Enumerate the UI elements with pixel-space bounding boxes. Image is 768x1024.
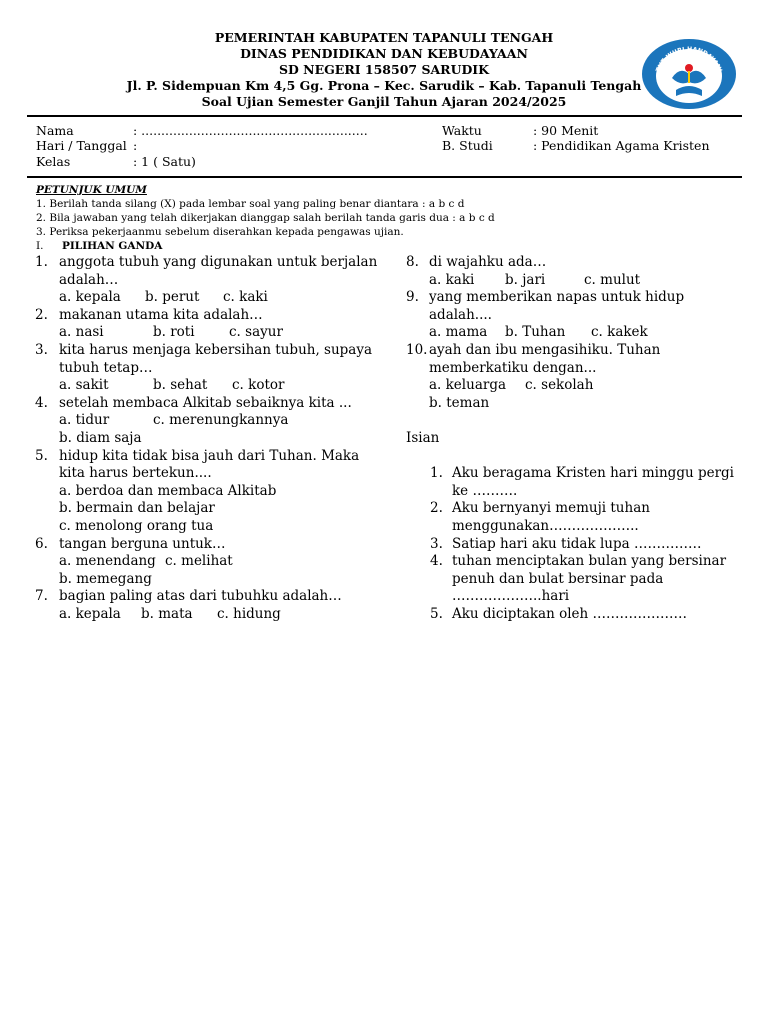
identity-hari-value: : xyxy=(133,138,138,153)
answer-option: a. kepala xyxy=(59,605,121,622)
identity-nama-label: Nama xyxy=(36,123,74,138)
options-row xyxy=(35,606,395,624)
question-text: memberkatiku dengan... xyxy=(429,359,597,376)
answer-option: c. kaki xyxy=(223,289,268,306)
answer-option: c. hidung xyxy=(217,605,281,622)
question-row xyxy=(406,342,736,360)
instruction-item: 3. Periksa pekerjaanmu sebelum diserahkan kepada pengawas ujian. xyxy=(36,226,404,238)
fill-in-number: 3. xyxy=(430,535,443,552)
header-line-department: DINAS PENDIDIKAN DAN KEBUDAYAAN xyxy=(240,46,528,61)
question-row xyxy=(406,289,736,307)
question-row xyxy=(406,254,736,272)
question-row xyxy=(406,360,736,378)
question-text: di wajahku ada… xyxy=(429,254,547,270)
options-row xyxy=(406,395,736,413)
section-title-pilihan-ganda: PILIHAN GANDA xyxy=(62,240,163,252)
answer-option: a. kaki xyxy=(429,271,475,288)
question-text: ayah dan ibu mengasihiku. Tuhan xyxy=(429,341,661,358)
question-number: 8. xyxy=(406,254,419,270)
answer-option: c. sayur xyxy=(229,324,283,341)
question-text: hidup kita tidak bisa jauh dari Tuhan. Maka xyxy=(59,447,360,464)
tut-wuri-handayani-logo xyxy=(640,38,738,110)
fill-in-row xyxy=(406,606,736,624)
answer-option: c. melihat xyxy=(165,553,233,570)
answer-option: b. diam saja xyxy=(59,429,142,446)
question-row xyxy=(35,342,395,360)
fill-in-text: Aku beragama Kristen hari minggu pergi xyxy=(452,465,734,482)
fill-in-number: 4. xyxy=(430,553,443,570)
fill-in-row xyxy=(406,500,736,518)
fill-in-text: menggunakan……………….. xyxy=(452,517,639,534)
fill-in-row xyxy=(406,588,736,606)
question-text: yang memberikan napas untuk hidup xyxy=(429,289,685,306)
question-row xyxy=(35,465,395,483)
fill-in-number: 5. xyxy=(430,605,443,622)
answer-option: b. teman xyxy=(429,394,490,411)
answer-option: c. merenungkannya xyxy=(153,412,289,429)
answer-option: a. berdoa dan membaca Alkitab xyxy=(59,482,277,499)
fill-in-text: Satiap hari aku tidak lupa …………… xyxy=(452,535,702,552)
answer-option: c. mulut xyxy=(584,271,641,288)
question-number: 10. xyxy=(406,341,428,358)
answer-option: a. mama xyxy=(429,324,488,341)
question-text: kita harus menjaga kebersihan tubuh, supaya xyxy=(59,341,373,358)
question-row xyxy=(35,254,395,272)
answer-option: b. sehat xyxy=(153,377,208,394)
question-text: adalah… xyxy=(59,271,119,288)
options-row xyxy=(35,553,395,571)
question-number: 3. xyxy=(35,341,48,358)
answer-option: c. kotor xyxy=(232,377,285,394)
instruction-item: 2. Bila jawaban yang telah dikerjakan dianggap salah berilah tanda garis dua : a b c d xyxy=(36,212,495,224)
answer-option: a. tidur xyxy=(59,412,110,429)
answer-option: a. menendang xyxy=(59,553,156,570)
fill-in-text: ke ………. xyxy=(452,482,518,499)
header-divider-thick xyxy=(27,115,742,117)
identity-waktu-label: Waktu xyxy=(442,123,482,138)
fill-in-text: tuhan menciptakan bulan yang bersinar xyxy=(452,553,727,570)
fill-in-row xyxy=(406,536,736,554)
header-line-government: PEMERINTAH KABUPATEN TAPANULI TENGAH xyxy=(214,30,554,45)
question-number: 7. xyxy=(35,588,48,605)
options-row xyxy=(35,518,395,536)
question-number: 6. xyxy=(35,535,48,552)
identity-divider xyxy=(27,176,742,178)
fill-in-number: 1. xyxy=(430,465,443,482)
answer-option: b. Tuhan xyxy=(505,324,566,341)
section-title-isian: Isian xyxy=(406,429,440,446)
options-row xyxy=(35,500,395,518)
question-text: makanan utama kita adalah… xyxy=(59,306,263,323)
fill-in-row xyxy=(406,518,736,536)
answer-option: b. jari xyxy=(505,271,546,288)
options-row xyxy=(35,289,395,307)
question-text: bagian paling atas dari tubuhku adalah… xyxy=(59,588,342,605)
question-text: tangan berguna untuk… xyxy=(59,535,226,552)
instructions-title: PETUNJUK UMUM xyxy=(36,184,147,196)
header-line-address: Jl. P. Sidempuan Km 4,5 Gg. Prona – Kec. Sarudik – Kab. Tapanuli Tengah xyxy=(126,78,642,93)
logo-motto: TUT WURI HANDAYANI xyxy=(654,45,724,73)
identity-studi-label: B. Studi xyxy=(442,138,493,153)
options-row xyxy=(35,324,395,342)
answer-option: b. roti xyxy=(153,324,195,341)
isian-heading-row xyxy=(406,430,736,448)
fill-in-text: Aku diciptakan oleh ………………… xyxy=(452,605,688,622)
question-row xyxy=(35,588,395,606)
identity-kelas-label: Kelas xyxy=(36,154,71,169)
answer-option: a. kepala xyxy=(59,289,121,306)
options-row xyxy=(406,272,736,290)
identity-hari-label: Hari / Tanggal xyxy=(36,138,127,153)
question-row xyxy=(35,307,395,325)
question-text: tubuh tetap… xyxy=(59,359,153,376)
fill-in-row xyxy=(406,553,736,571)
header-line-exam-title: Soal Ujian Semester Ganjil Tahun Ajaran 2024/2025 xyxy=(201,94,567,109)
question-row xyxy=(35,272,395,290)
question-text: anggota tubuh yang digunakan untuk berjalan xyxy=(59,254,378,270)
answer-option: b. memegang xyxy=(59,570,152,587)
identity-studi-value: : Pendidikan Agama Kristen xyxy=(533,138,710,153)
question-row xyxy=(406,307,736,325)
question-row xyxy=(35,360,395,378)
fill-in-text: Aku bernyanyi memuji tuhan xyxy=(452,500,650,517)
instruction-item: 1. Berilah tanda silang (X) pada lembar soal yang paling benar diantara : a b c d xyxy=(36,198,465,210)
question-number: 2. xyxy=(35,306,48,323)
fill-in-number: 2. xyxy=(430,500,443,517)
question-row xyxy=(35,536,395,554)
answer-option: c. kakek xyxy=(591,324,648,341)
options-row xyxy=(35,430,395,448)
question-number: 1. xyxy=(35,254,48,270)
answer-option: b. mata xyxy=(141,605,193,622)
answer-option: b. perut xyxy=(145,289,200,306)
question-number: 5. xyxy=(35,447,48,464)
spacer-row xyxy=(406,412,736,430)
options-row xyxy=(35,412,395,430)
section-number: I. xyxy=(36,240,44,252)
header-line-school: SD NEGERI 158507 SARUDIK xyxy=(278,62,490,77)
question-number: 4. xyxy=(35,394,48,411)
options-row xyxy=(406,377,736,395)
identity-waktu-value: : 90 Menit xyxy=(533,123,599,138)
questions-left-column xyxy=(35,254,395,623)
answer-option: a. keluarga xyxy=(429,377,507,394)
options-row xyxy=(35,377,395,395)
spacer-row xyxy=(406,448,736,466)
identity-nama-value: : ......................................................... xyxy=(133,123,368,138)
answer-option: c. menolong orang tua xyxy=(59,517,214,534)
fill-in-row xyxy=(406,483,736,501)
question-text: adalah.... xyxy=(429,306,492,323)
answer-option: a. nasi xyxy=(59,324,104,341)
answer-option: b. bermain dan belajar xyxy=(59,500,215,517)
question-number: 9. xyxy=(406,289,419,306)
identity-kelas-value: : 1 ( Satu) xyxy=(133,154,196,169)
question-row xyxy=(35,448,395,466)
options-row xyxy=(406,324,736,342)
questions-right-column xyxy=(406,254,736,623)
question-text: setelah membaca Alkitab sebaiknya kita ... xyxy=(59,394,352,411)
fill-in-text: ………………..hari xyxy=(452,588,570,605)
question-row xyxy=(35,395,395,413)
fill-in-row xyxy=(406,465,736,483)
answer-option: c. sekolah xyxy=(525,377,594,394)
fill-in-text: penuh dan bulat bersinar pada xyxy=(452,570,664,587)
question-text: kita harus bertekun.... xyxy=(59,465,212,482)
options-row xyxy=(35,571,395,589)
answer-option: a. sakit xyxy=(59,377,109,394)
fill-in-row xyxy=(406,571,736,589)
options-row xyxy=(35,483,395,501)
